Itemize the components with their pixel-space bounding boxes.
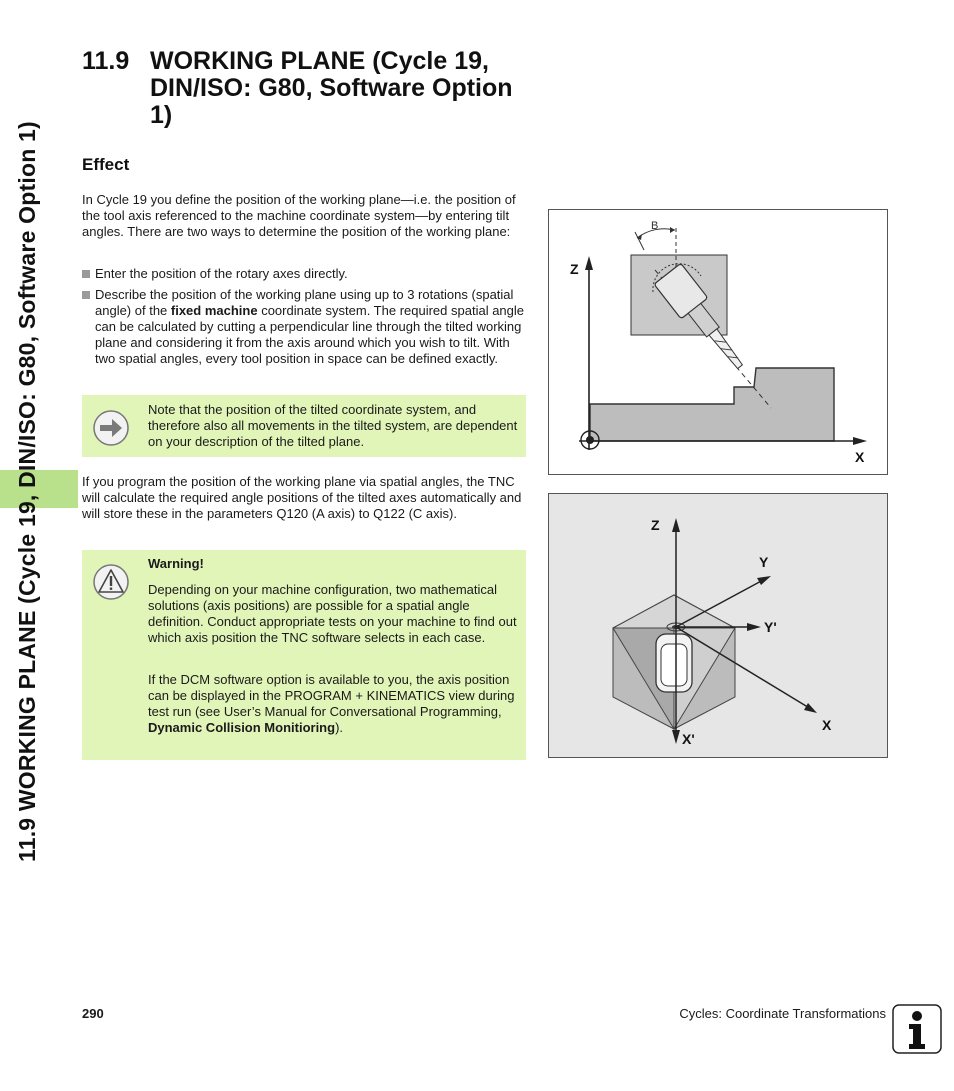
side-chapter-title: 11.9 WORKING PLANE (Cycle 19, DIN/ISO: G80, Software Option 1) bbox=[14, 121, 40, 862]
bullet-square-icon bbox=[82, 291, 90, 299]
page-number: 290 bbox=[82, 1006, 104, 1021]
heading-title: WORKING PLANE (Cycle 19, DIN/ISO: G80, Software Option 1) bbox=[150, 47, 513, 129]
tilted-tool-diagram bbox=[549, 210, 887, 474]
axis-x-tilted-label: X' bbox=[682, 731, 695, 747]
heading-number: 11.9 bbox=[82, 47, 130, 75]
axis-x-label: X bbox=[855, 449, 865, 465]
bullet-square-icon bbox=[82, 270, 90, 278]
footer-chapter-title: Cycles: Coordinate Transformations bbox=[679, 1006, 886, 1021]
axis-x-label: X bbox=[822, 717, 832, 733]
axis-z-label: Z bbox=[651, 517, 660, 533]
bullet-text: Enter the position of the rotary axes directly. bbox=[95, 266, 348, 281]
intro-paragraph: In Cycle 19 you define the position of the working plane—i.e. the position of the tool axis referenced to the machine coordinate system—by entering tilt angles. There are two ways to determine the position of the working plane: bbox=[82, 192, 516, 239]
warning-triangle-icon bbox=[92, 563, 130, 601]
dcm-text: If the DCM software option is available to you, the axis position can be displayed in the PROGRAM + KINEMATICS view during test run (see User’s Manual for Conversational Programming, Dynamic Collision Monitioring). bbox=[148, 672, 515, 735]
warning-title: Warning! bbox=[148, 556, 204, 571]
warning-box bbox=[82, 550, 526, 760]
section-title: Effect bbox=[82, 155, 130, 174]
figure-tilted-tool bbox=[548, 209, 888, 475]
figure-tilted-axes bbox=[548, 493, 888, 758]
bullet-text: Describe the position of the working plane using up to 3 rotations (spatial angle) of the fixed machine coordinate system. The required spatial angle can be calculated by cutting a perpendicular line through the tilted working plane and considering it from the axis around which you wish to tilt. With two spatial angles, every tool position in space can be defined exactly. bbox=[95, 287, 525, 366]
angle-b-label: B bbox=[651, 220, 659, 232]
bold-fixed-machine: fixed machine bbox=[170, 303, 258, 318]
bold-dcm: Dynamic Collision Monitioring bbox=[148, 720, 336, 735]
tilted-axes-diagram bbox=[549, 494, 887, 757]
arrow-right-icon bbox=[92, 409, 130, 447]
note-text: Note that the position of the tilted coordinate system, and therefore also all movements in the tilted system, are dependent on your description of the tilted plane. bbox=[148, 402, 518, 449]
warning-text: Depending on your machine configuration, two mathematical solutions (axis positions) are possible for a spatial angle definition. Conduct appropriate tests on your machine to find out which axis position the TNC software selects in each case. bbox=[148, 582, 517, 645]
note-box bbox=[82, 395, 526, 457]
info-icon bbox=[892, 1004, 942, 1054]
axis-y-tilted-label: Y' bbox=[764, 619, 777, 635]
axis-y-label: Y bbox=[759, 554, 769, 570]
spatial-angle-paragraph: If you program the position of the working plane via spatial angles, the TNC will calculate the required angle positions of the tilted axes automatically and will store these in the parameters Q120 (A axis) to Q122 (C axis). bbox=[82, 474, 522, 521]
axis-z-label: Z bbox=[570, 261, 579, 277]
